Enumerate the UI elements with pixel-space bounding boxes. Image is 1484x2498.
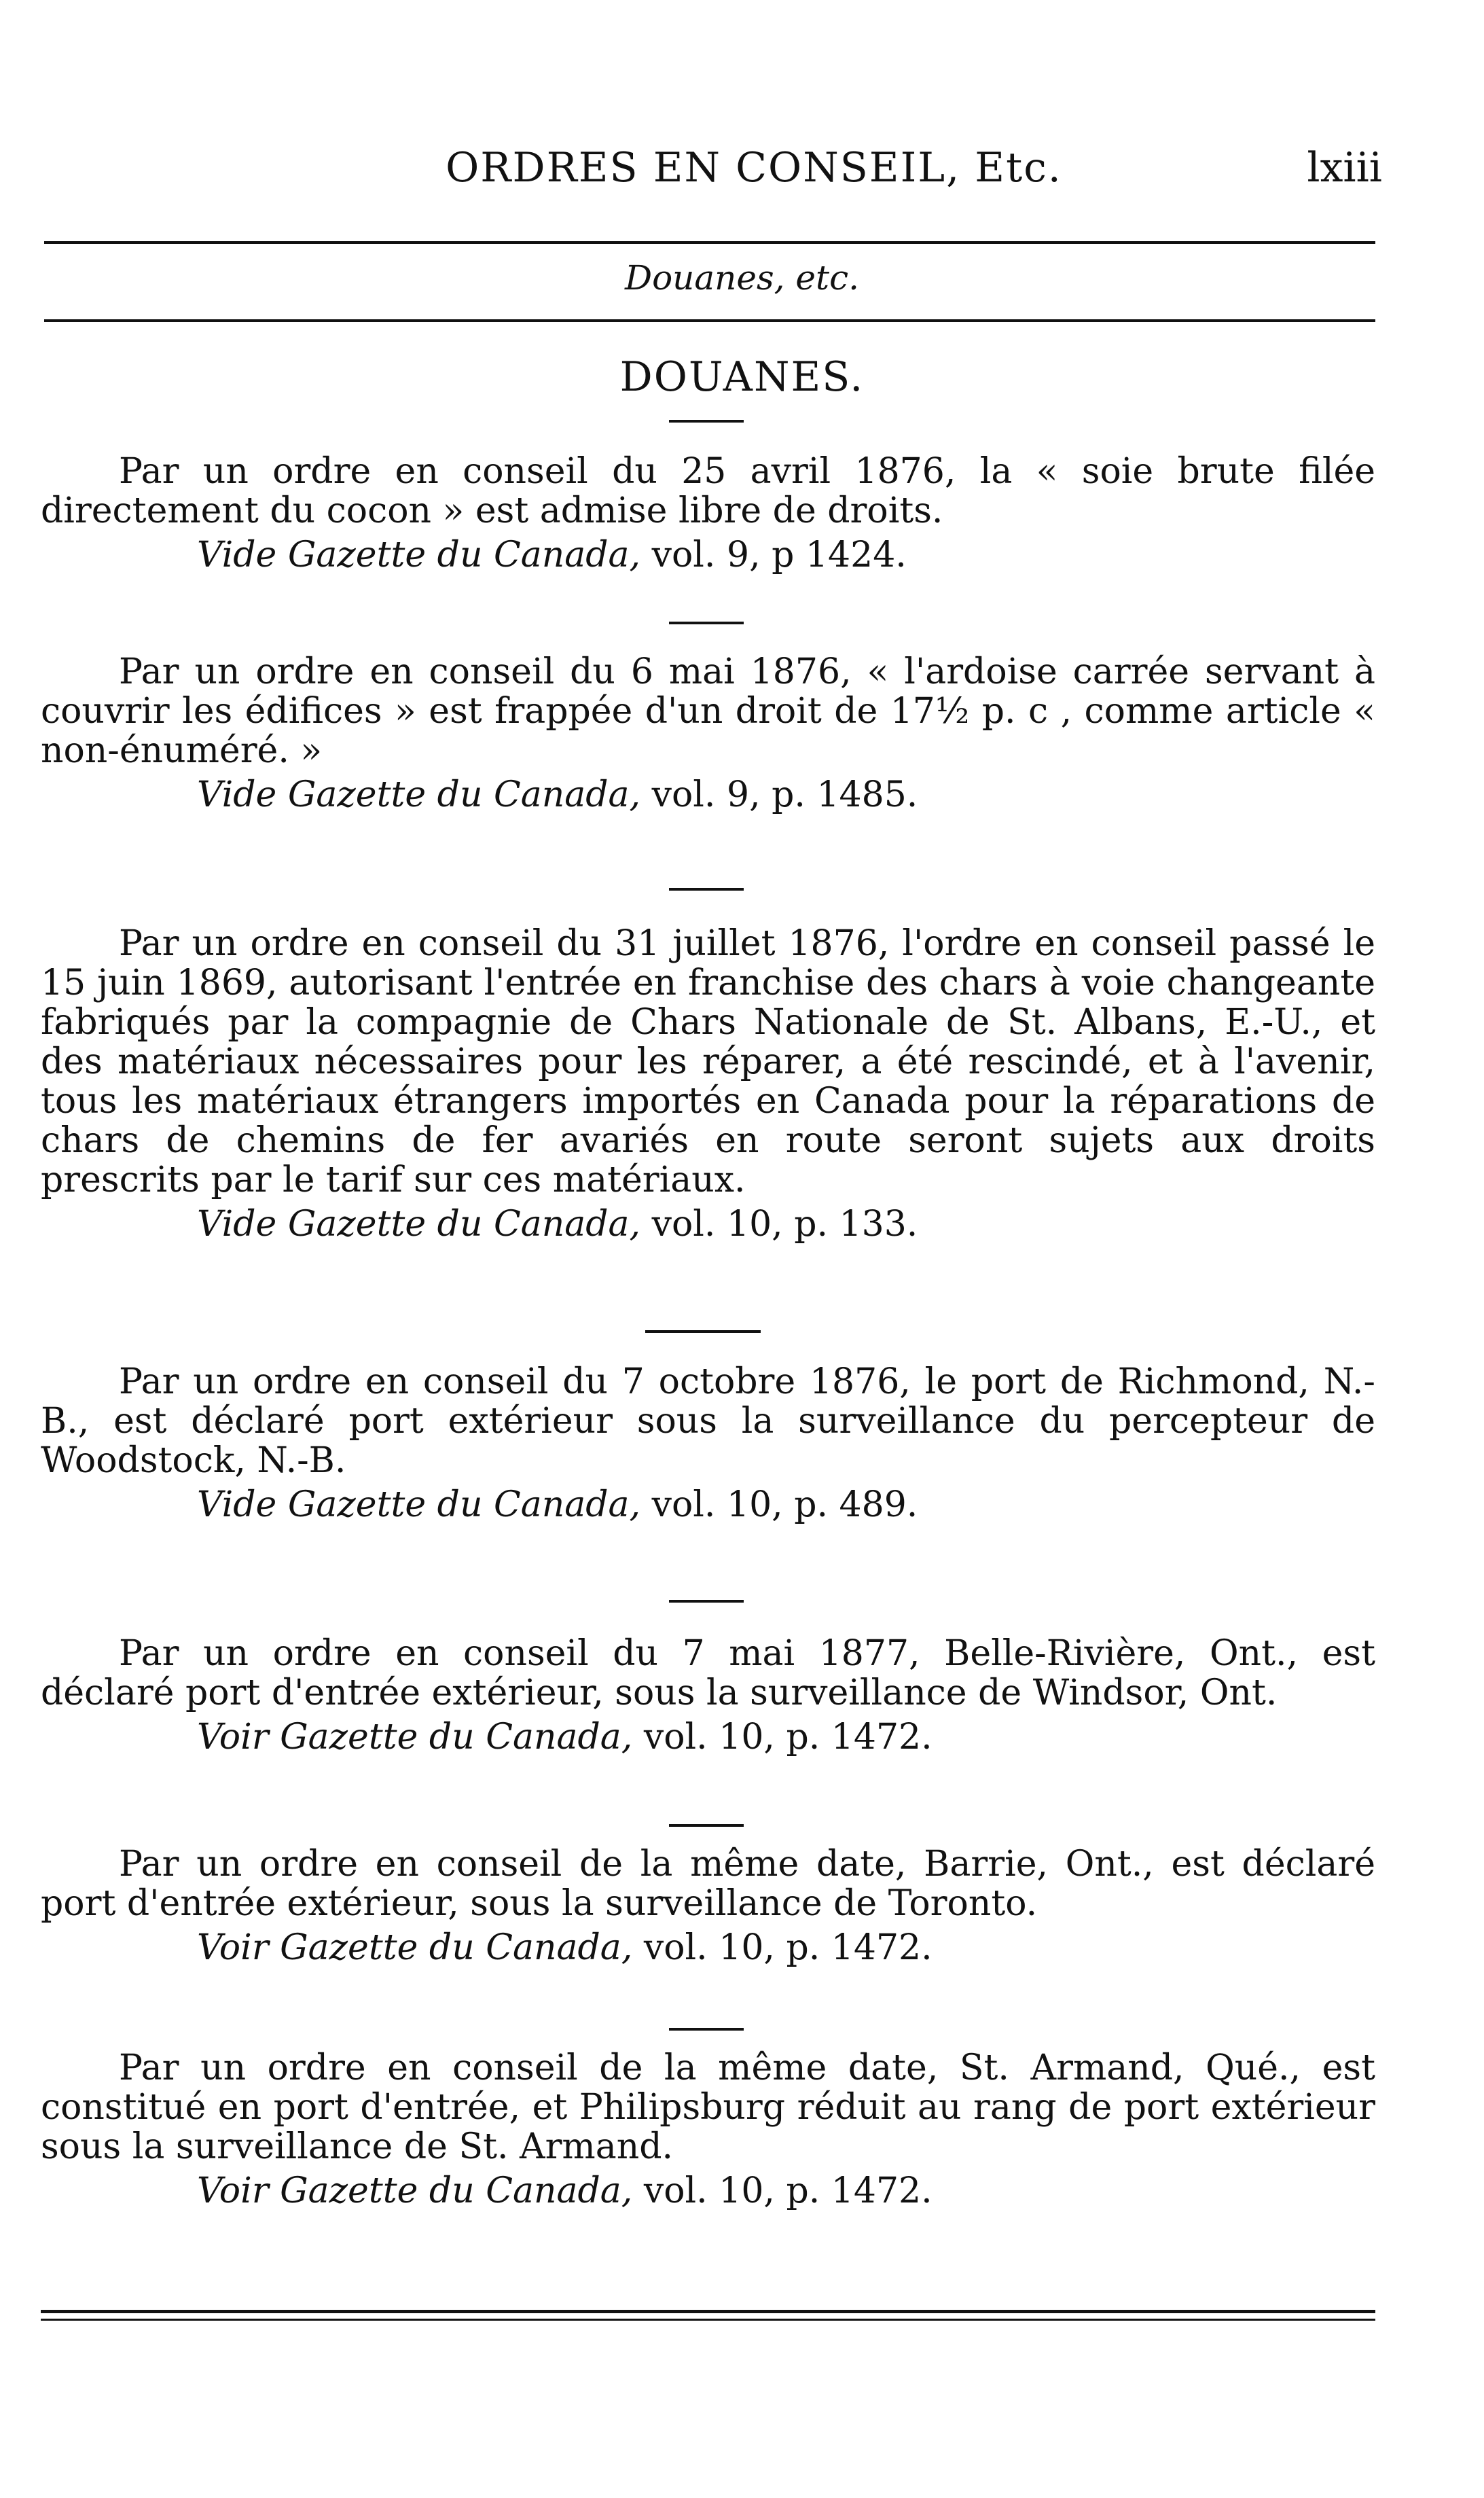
reference-volume: vol. 10, p. 133. xyxy=(640,1204,918,1245)
entry-text: Par un ordre en conseil du 31 juillet 1876, l'ordre en conseil passé le 15 juin 1869, autorisant l'entrée en franchise des chars à voie changeante fabriqués par la compagnie de Chars Nationale de St. Albans, E.-U., et des matériaux nécessaires pour les réparer, a été rescindé, et à l'avenir, tous les matériaux étrangers importés en Canada pour la réparations de chars de chemins de fer avariés en route seront sujets aux droits prescrits par le tarif sur ces matériaux. xyxy=(41,923,1375,1200)
page-number: lxiii xyxy=(1307,144,1382,192)
footer-rule xyxy=(41,2310,1375,2313)
reference-volume: vol. 10, p. 1472. xyxy=(632,2171,933,2211)
reference-volume: vol. 10, p. 1472. xyxy=(632,1927,933,1968)
entry-text: Par un ordre en conseil du 25 avril 1876, la « soie brute filée directement du cocon » est admise libre de droits. xyxy=(41,451,1375,531)
order-entry xyxy=(41,652,1375,819)
entry-reference xyxy=(41,1923,1375,1972)
reference-volume: vol. 10, p. 489. xyxy=(640,1484,918,1525)
separator-dash xyxy=(669,622,744,624)
section-heading: Douanes, etc. xyxy=(624,258,860,298)
reference-source: Vide Gazette du Canada, xyxy=(197,1204,641,1245)
reference-source: Voir Gazette du Canada, xyxy=(197,2171,633,2211)
separator-dash xyxy=(669,888,744,891)
reference-source: Voir Gazette du Canada, xyxy=(197,1717,633,1757)
entry-text: Par un ordre en conseil du 6 mai 1876, « l'ardoise carrée servant à couvrir les édifices » est frappée d'un droit de 17½ p. c , comme article « non-énuméré. » xyxy=(41,652,1375,771)
separator-dash xyxy=(669,2028,744,2031)
separator-dash xyxy=(669,1600,744,1603)
order-entry xyxy=(41,1362,1375,1529)
header-rule-bottom xyxy=(44,319,1375,322)
separator-dash xyxy=(669,1824,744,1827)
reference-volume: vol. 10, p. 1472. xyxy=(632,1717,933,1757)
entry-reference xyxy=(41,770,1375,819)
entry-reference xyxy=(41,531,1375,579)
entry-reference xyxy=(41,1200,1375,1249)
order-entry xyxy=(41,924,1375,1249)
entry-text: Par un ordre en conseil de la même date, Barrie, Ont., est déclaré port d'entrée extérieur, sous la surveillance de Toronto. xyxy=(41,1844,1375,1924)
entry-text: Par un ordre en conseil du 7 octobre 1876, le port de Richmond, N.-B., est déclaré port extérieur sous la surveillance du percepteur de Woodstock, N.-B. xyxy=(41,1361,1375,1481)
order-entry xyxy=(41,1634,1375,1762)
entry-reference xyxy=(41,1480,1375,1529)
header-rule-top xyxy=(44,241,1375,244)
reference-volume: vol. 9, p. 1485. xyxy=(640,774,918,815)
order-entry xyxy=(41,2048,1375,2215)
entry-text: Par un ordre en conseil de la même date, St. Armand, Qué., est constitué en port d'entrée, et Philipsburg réduit au rang de port extérieur sous la surveillance de St. Armand. xyxy=(41,2048,1375,2167)
separator-dash xyxy=(669,420,744,423)
running-title: ORDRES EN CONSEIL, Etc. xyxy=(446,144,1062,192)
order-entry xyxy=(41,452,1375,579)
footer-rule-thin xyxy=(41,2319,1375,2321)
order-entry xyxy=(41,1844,1375,1972)
entry-reference xyxy=(41,2166,1375,2215)
reference-source: Vide Gazette du Canada, xyxy=(197,535,641,575)
page-title: DOUANES. xyxy=(619,353,865,401)
separator-dash xyxy=(645,1330,761,1333)
reference-volume: vol. 9, p 1424. xyxy=(640,535,907,575)
entry-reference xyxy=(41,1713,1375,1762)
reference-source: Voir Gazette du Canada, xyxy=(197,1927,633,1968)
entry-text: Par un ordre en conseil du 7 mai 1877, Belle-Rivière, Ont., est déclaré port d'entrée extérieur, sous la surveillance de Windsor, Ont. xyxy=(41,1633,1375,1713)
reference-source: Vide Gazette du Canada, xyxy=(197,774,641,815)
reference-source: Vide Gazette du Canada, xyxy=(197,1484,641,1525)
